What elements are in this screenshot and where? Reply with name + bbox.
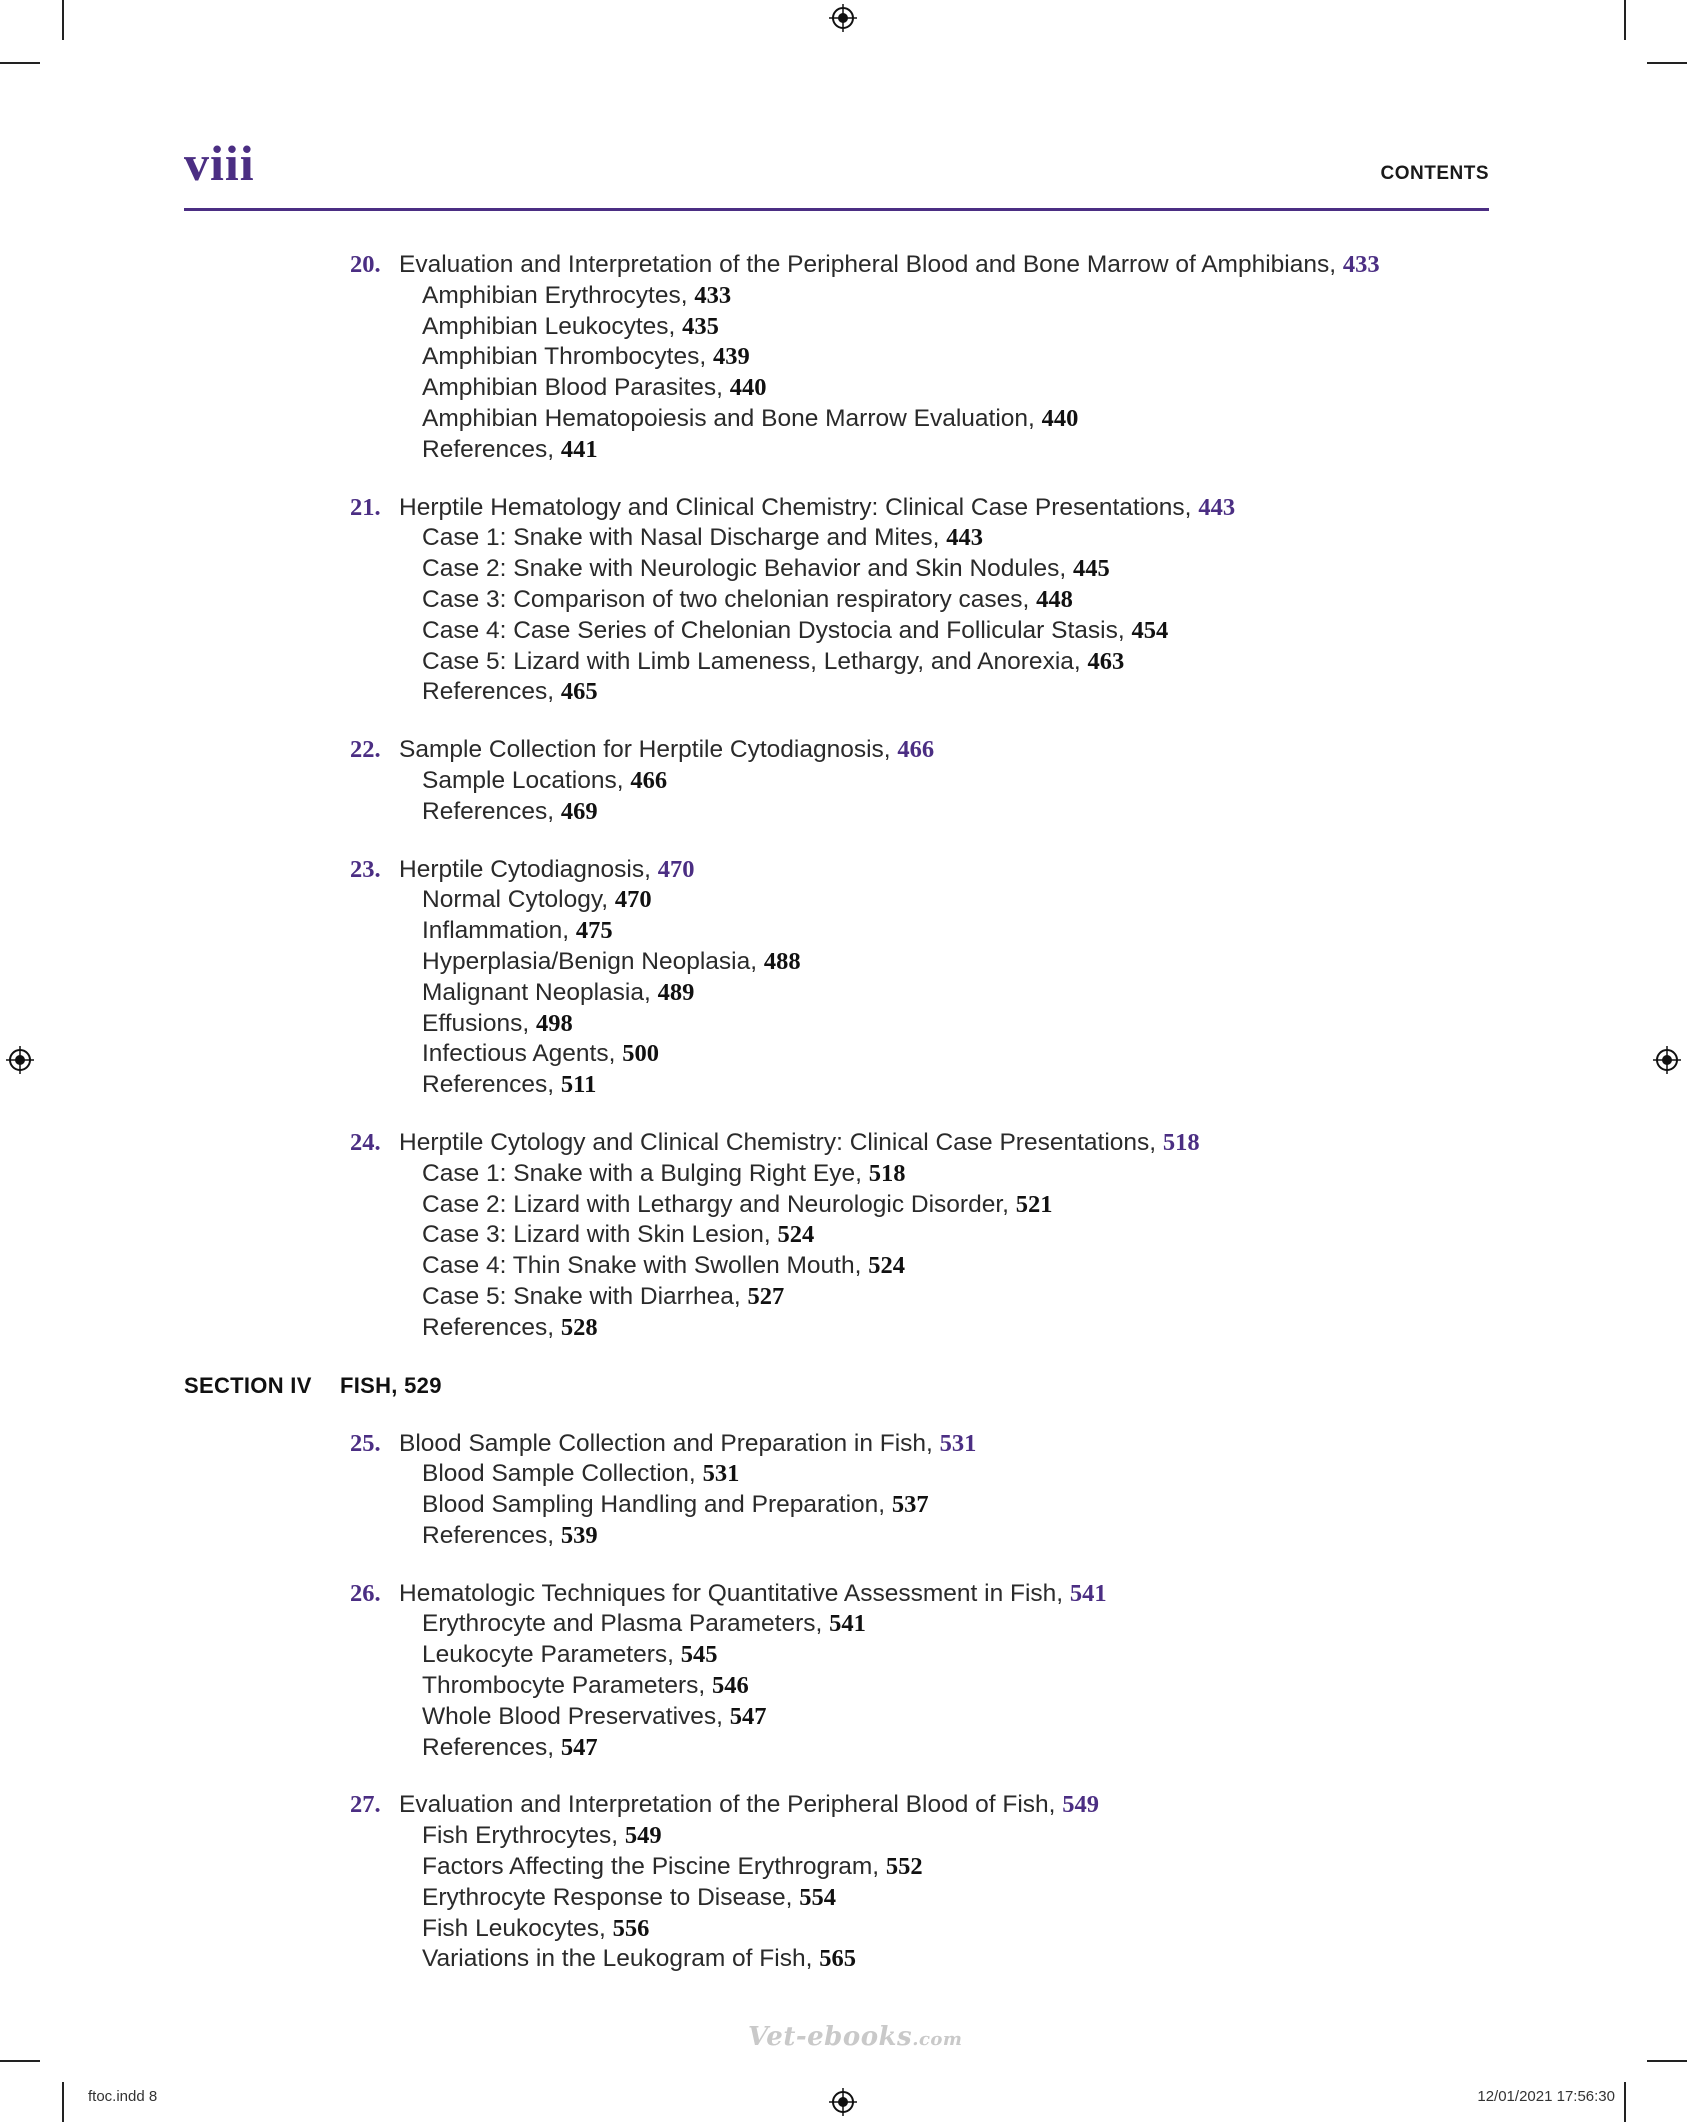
toc-entry-page: 518 bbox=[868, 1159, 906, 1187]
chapter-page: 549 bbox=[1062, 1791, 1100, 1819]
toc-entry-page: 552 bbox=[885, 1853, 923, 1881]
toc-entry bbox=[350, 797, 1687, 828]
toc-entry bbox=[350, 885, 1687, 916]
toc-entry-page: 445 bbox=[1072, 555, 1110, 583]
toc-entry-page: 527 bbox=[747, 1282, 785, 1310]
chapter-page: 466 bbox=[897, 736, 935, 764]
toc-entry bbox=[350, 616, 1687, 647]
toc-entry bbox=[350, 978, 1687, 1009]
toc-entry-page: 441 bbox=[560, 435, 598, 463]
chapter-page: 518 bbox=[1162, 1128, 1200, 1156]
toc-entry-page: 524 bbox=[868, 1252, 905, 1280]
chapter-list bbox=[0, 1429, 1687, 1976]
chapter-entry bbox=[350, 1579, 1687, 1764]
chapter-entry bbox=[350, 1429, 1687, 1552]
toc-entry bbox=[350, 1609, 1687, 1640]
toc-entry-title: Case 5: Lizard with Limb Lameness, Lethargy, and Anorexia, bbox=[422, 647, 1081, 675]
toc-entry bbox=[350, 1852, 1687, 1883]
toc-entry-page: 440 bbox=[729, 374, 767, 402]
toc-entry bbox=[350, 1490, 1687, 1521]
toc-entry-page: 539 bbox=[560, 1521, 598, 1549]
watermark-text: Vet-ebooks bbox=[748, 2022, 913, 2052]
chapter-title-line bbox=[350, 250, 1687, 281]
crop-mark bbox=[62, 0, 64, 40]
chapter-number: 22. bbox=[350, 736, 381, 764]
toc-entry bbox=[350, 1521, 1687, 1552]
chapter-page: 433 bbox=[1342, 251, 1380, 278]
section-title: FISH, 529 bbox=[340, 1372, 442, 1398]
crop-mark bbox=[1647, 62, 1687, 64]
toc-entry-page: 549 bbox=[624, 1822, 662, 1850]
toc-entry-page: 439 bbox=[712, 343, 750, 371]
toc-entry-page: 528 bbox=[560, 1313, 598, 1341]
chapter-title: Evaluation and Interpretation of the Peripheral Blood and Bone Marrow of Amphibians, bbox=[399, 251, 1337, 278]
chapter-title-line bbox=[350, 1128, 1687, 1159]
toc-entry bbox=[350, 1733, 1687, 1764]
chapter-entry bbox=[350, 855, 1687, 1101]
toc-entry-page: 475 bbox=[575, 917, 613, 945]
chapter-number: 25. bbox=[350, 1429, 381, 1457]
chapter-title-line bbox=[350, 735, 1687, 766]
toc-entry-page: 500 bbox=[622, 1040, 659, 1068]
watermark-domain: .com bbox=[912, 2029, 963, 2050]
toc-entry bbox=[350, 1251, 1687, 1282]
chapter-title-line bbox=[350, 1429, 1687, 1460]
chapter-title: Herptile Cytodiagnosis, bbox=[399, 855, 651, 883]
toc-entry bbox=[350, 1459, 1687, 1490]
toc-entry-page: 448 bbox=[1036, 585, 1073, 613]
toc-entry-page: 537 bbox=[891, 1491, 929, 1519]
toc-entry-page: 547 bbox=[560, 1733, 598, 1761]
toc-entry-title: Sample Locations, bbox=[422, 766, 624, 794]
toc-entry-title: References, bbox=[422, 797, 555, 825]
section-heading bbox=[184, 1371, 1687, 1401]
toc-entry-page: 440 bbox=[1041, 404, 1079, 432]
watermark bbox=[748, 2022, 962, 2052]
toc-entry-title: Normal Cytology, bbox=[422, 886, 609, 914]
toc-entry-page: 489 bbox=[657, 978, 695, 1006]
chapter-number: 23. bbox=[350, 855, 381, 883]
toc-entry-title: Whole Blood Preservatives, bbox=[422, 1702, 723, 1730]
toc-entry-page: 433 bbox=[694, 281, 732, 309]
toc-entry bbox=[350, 916, 1687, 947]
chapter-number: 21. bbox=[350, 493, 381, 521]
toc-entry-title: Erythrocyte and Plasma Parameters, bbox=[422, 1610, 823, 1638]
crop-mark bbox=[0, 62, 40, 64]
toc-entry-title: Malignant Neoplasia, bbox=[422, 978, 651, 1006]
registration-mark-icon bbox=[829, 2088, 857, 2116]
toc-entry-title: References, bbox=[422, 435, 555, 463]
toc-entry bbox=[350, 647, 1687, 678]
chapter-page: 541 bbox=[1069, 1579, 1107, 1607]
toc-entry bbox=[350, 281, 1687, 312]
chapter-title-line bbox=[350, 493, 1687, 524]
header-rule bbox=[184, 208, 1489, 211]
toc-entry-title: Variations in the Leukogram of Fish, bbox=[422, 1945, 813, 1973]
toc-entry-title: References, bbox=[422, 678, 555, 706]
toc-entry-title: Amphibian Erythrocytes, bbox=[422, 281, 688, 309]
toc-entry-page: 454 bbox=[1131, 616, 1169, 644]
chapter-title: Evaluation and Interpretation of the Peripheral Blood of Fish, bbox=[399, 1791, 1056, 1819]
toc-entry-page: 435 bbox=[682, 312, 719, 340]
toc-entry-page: 556 bbox=[612, 1914, 650, 1942]
toc-entry-page: 463 bbox=[1087, 647, 1125, 675]
toc-entry bbox=[350, 1009, 1687, 1040]
toc-entry-title: Fish Erythrocytes, bbox=[422, 1822, 619, 1850]
toc-entry bbox=[350, 1220, 1687, 1251]
toc-entry bbox=[350, 947, 1687, 978]
chapter-number: 27. bbox=[350, 1791, 381, 1819]
toc-entry-page: 488 bbox=[763, 947, 801, 975]
toc-entry bbox=[350, 1190, 1687, 1221]
toc-entry bbox=[350, 1313, 1687, 1344]
toc-entry-title: Case 3: Comparison of two chelonian respiratory cases, bbox=[422, 585, 1030, 613]
toc-entry-title: Case 2: Lizard with Lethargy and Neurologic Disorder, bbox=[422, 1190, 1009, 1218]
chapter-entry bbox=[350, 493, 1687, 709]
toc-entry bbox=[350, 1702, 1687, 1733]
toc-entry-page: 524 bbox=[777, 1221, 815, 1249]
toc-entry-title: Erythrocyte Response to Disease, bbox=[422, 1883, 793, 1911]
chapter-title-line bbox=[350, 1790, 1687, 1821]
chapter-entry bbox=[350, 1790, 1687, 1975]
slug-timestamp: 12/01/2021 17:56:30 bbox=[1477, 2088, 1615, 2105]
toc-entry-page: 498 bbox=[535, 1009, 573, 1037]
toc-entry bbox=[350, 342, 1687, 373]
toc-entry-title: Amphibian Hematopoiesis and Bone Marrow Evaluation, bbox=[422, 404, 1035, 432]
toc-entry-page: 545 bbox=[680, 1641, 718, 1669]
chapter-title: Herptile Cytology and Clinical Chemistry: Clinical Case Presentations, bbox=[399, 1128, 1157, 1156]
slug-file: ftoc.indd 8 bbox=[88, 2088, 158, 2105]
toc-entry-page: 465 bbox=[560, 678, 598, 706]
toc-entry bbox=[350, 585, 1687, 616]
crop-mark bbox=[1647, 2060, 1687, 2062]
page-folio: viii bbox=[184, 135, 255, 191]
toc-entry-title: Factors Affecting the Piscine Erythrogram, bbox=[422, 1853, 880, 1881]
toc-entry bbox=[350, 766, 1687, 797]
chapter-number: 26. bbox=[350, 1579, 381, 1607]
toc-entry bbox=[350, 1640, 1687, 1671]
running-head: CONTENTS bbox=[1380, 163, 1489, 184]
chapter-number: 20. bbox=[350, 251, 381, 278]
chapter-page: 531 bbox=[939, 1429, 977, 1457]
crop-mark bbox=[62, 2082, 64, 2122]
chapter-entry bbox=[350, 250, 1687, 466]
toc-entry-page: 531 bbox=[702, 1460, 740, 1488]
toc-entry-title: Case 4: Case Series of Chelonian Dystocia and Follicular Stasis, bbox=[422, 616, 1125, 644]
chapter-list bbox=[0, 250, 1687, 1344]
toc-entry-page: 554 bbox=[799, 1883, 836, 1911]
toc-entry bbox=[350, 1070, 1687, 1101]
chapter-entry bbox=[350, 735, 1687, 827]
chapter-entry bbox=[350, 1128, 1687, 1344]
chapter-title-line bbox=[350, 1579, 1687, 1610]
toc-entry-title: References, bbox=[422, 1313, 555, 1341]
crop-mark bbox=[0, 2060, 40, 2062]
chapter-number: 24. bbox=[350, 1128, 381, 1156]
toc-entry-title: Fish Leukocytes, bbox=[422, 1914, 606, 1942]
chapter-title: Herptile Hematology and Clinical Chemistry: Clinical Case Presentations, bbox=[399, 493, 1192, 521]
toc-entry-title: Case 3: Lizard with Skin Lesion, bbox=[422, 1221, 771, 1249]
chapter-title: Sample Collection for Herptile Cytodiagnosis, bbox=[399, 736, 891, 764]
toc-entry-page: 469 bbox=[560, 797, 598, 825]
toc-entry-page: 470 bbox=[614, 886, 652, 914]
crop-mark bbox=[1624, 2082, 1626, 2122]
toc-entry-title: References, bbox=[422, 1521, 555, 1549]
toc-entry-title: Case 2: Snake with Neurologic Behavior and Skin Nodules, bbox=[422, 555, 1067, 583]
toc-entry bbox=[350, 404, 1687, 435]
toc-entry-page: 541 bbox=[829, 1610, 866, 1638]
chapter-title-line bbox=[350, 855, 1687, 886]
registration-mark-icon bbox=[829, 4, 857, 32]
toc-entry-page: 565 bbox=[819, 1945, 856, 1973]
toc-entry-title: Amphibian Thrombocytes, bbox=[422, 343, 707, 371]
toc-entry bbox=[350, 435, 1687, 466]
toc-entry-page: 547 bbox=[729, 1702, 767, 1730]
toc-entry-title: Blood Sample Collection, bbox=[422, 1460, 696, 1488]
toc-entry-title: Case 5: Snake with Diarrhea, bbox=[422, 1282, 741, 1310]
toc-entry-title: References, bbox=[422, 1071, 555, 1099]
toc-entry bbox=[350, 1883, 1687, 1914]
toc-entry-page: 511 bbox=[560, 1071, 597, 1099]
toc-entry bbox=[350, 1159, 1687, 1190]
toc-entry-title: Blood Sampling Handling and Preparation, bbox=[422, 1491, 886, 1519]
chapter-title: Hematologic Techniques for Quantitative Assessment in Fish, bbox=[399, 1579, 1064, 1607]
toc-entry-title: Case 1: Snake with Nasal Discharge and Mites, bbox=[422, 524, 940, 552]
toc-entry bbox=[350, 1039, 1687, 1070]
toc-entry-title: Effusions, bbox=[422, 1009, 530, 1037]
table-of-contents bbox=[0, 250, 1687, 2002]
toc-entry-title: Amphibian Blood Parasites, bbox=[422, 374, 723, 402]
toc-entry-page: 466 bbox=[630, 766, 668, 794]
toc-entry bbox=[350, 312, 1687, 343]
toc-entry-title: Infectious Agents, bbox=[422, 1040, 616, 1068]
toc-entry-title: Hyperplasia/Benign Neoplasia, bbox=[422, 947, 758, 975]
toc-entry bbox=[350, 1821, 1687, 1852]
toc-entry-page: 443 bbox=[946, 524, 984, 552]
toc-entry-title: Case 1: Snake with a Bulging Right Eye, bbox=[422, 1159, 862, 1187]
chapter-page: 443 bbox=[1198, 493, 1236, 521]
chapter-page: 470 bbox=[657, 855, 695, 883]
toc-entry bbox=[350, 373, 1687, 404]
toc-entry-page: 521 bbox=[1015, 1190, 1053, 1218]
chapter-title: Blood Sample Collection and Preparation in Fish, bbox=[399, 1429, 933, 1457]
toc-entry-title: Thrombocyte Parameters, bbox=[422, 1672, 706, 1700]
toc-entry-title: Inflammation, bbox=[422, 917, 570, 945]
section-label: SECTION IV bbox=[184, 1372, 312, 1398]
toc-entry-page: 546 bbox=[712, 1672, 749, 1700]
toc-entry-title: Leukocyte Parameters, bbox=[422, 1641, 674, 1669]
toc-entry-title: Amphibian Leukocytes, bbox=[422, 312, 676, 340]
toc-entry bbox=[350, 1914, 1687, 1945]
toc-entry bbox=[350, 554, 1687, 585]
toc-entry bbox=[350, 1671, 1687, 1702]
toc-entry bbox=[350, 677, 1687, 708]
toc-entry bbox=[350, 1282, 1687, 1313]
toc-entry bbox=[350, 523, 1687, 554]
crop-mark bbox=[1624, 0, 1626, 40]
toc-entry-title: Case 4: Thin Snake with Swollen Mouth, bbox=[422, 1252, 862, 1280]
toc-entry-title: References, bbox=[422, 1733, 555, 1761]
toc-entry bbox=[350, 1944, 1687, 1975]
